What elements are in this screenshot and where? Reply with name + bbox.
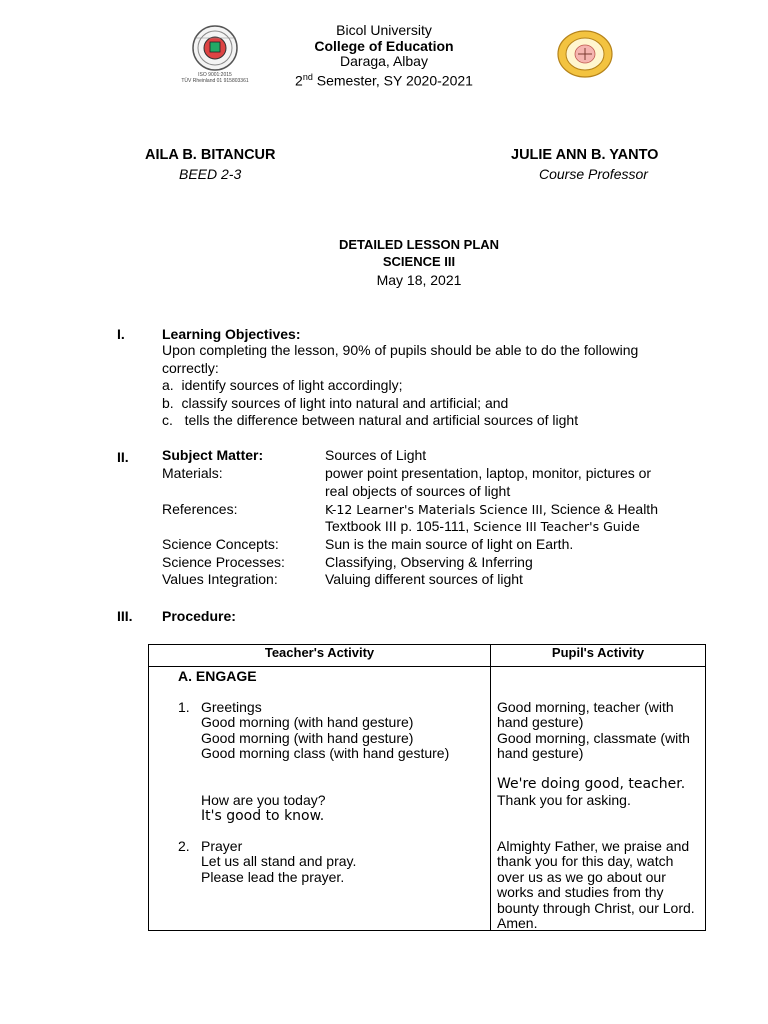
teacher-prayer-1: Let us all stand and pray. [201,853,357,869]
university-name: Bicol University [336,22,432,38]
references-value-cont: Textbook III p. 105-111, Science III Teacher's Guide [325,518,640,534]
pupil-cell [491,667,706,931]
objectives-intro-cont: correctly: [162,359,219,376]
teacher-prayer-2: Please lead the prayer. [201,869,345,885]
semester-line: 2nd Semester, SY 2020-2021 [295,71,473,89]
teacher-good-to-know: It's good to know. [201,808,325,824]
concepts-value: Sun is the main source of light on Earth. [325,536,574,552]
section-3-number: III. [117,608,133,624]
subject-topic: Sources of Light [325,447,427,463]
student-name: AILA B. BITANCUR [145,147,276,163]
student-section: BEED 2-3 [179,166,242,182]
references-label: References: [162,501,238,517]
school-location: Daraga, Albay [340,53,428,69]
college-of-education-seal [556,29,614,79]
values-label: Values Integration: [162,571,278,587]
college-name: College of Education [314,37,454,54]
processes-value: Classifying, Observing & Inferring [325,554,533,570]
teacher-how-are-you: How are you today? [201,792,326,808]
teacher-greeting-1: Good morning (with hand gesture) [201,714,414,730]
pupil-line: Good morning, teacher (with [497,699,674,715]
pupil-line: hand gesture) [497,745,584,761]
section-2-number: II. [117,449,129,465]
subject-matter-label: Subject Matter: [162,447,264,463]
procedure-table [148,644,706,931]
pupil-line: over us as we go about our [497,869,666,885]
pupil-line: Amen. [497,915,538,931]
prayer-number: 2. [178,838,190,854]
table-header-row [149,645,706,667]
teacher-greeting-3: Good morning class (with hand gesture) [201,745,450,761]
section-1-number: I. [117,326,125,342]
teacher-activity-header: Teacher's Activity [149,645,491,667]
pupil-line: Good morning, classmate (with [497,730,690,746]
materials-label: Materials: [162,465,223,481]
objectives-intro: Upon completing the lesson, 90% of pupils should be able to do the following [162,342,639,358]
references-value: K-12 Learner's Materials Science III, Science & Health [325,501,658,517]
processes-label: Science Processes: [162,554,285,570]
iso-caption: ISO 9001:2015 [198,72,232,78]
tuv-caption: TÜV Rheinland 01 915803361 [181,78,249,84]
table-row [149,667,706,931]
values-value: Valuing different sources of light [325,571,523,587]
objective-item: a. identify sources of light accordingly; [162,377,403,394]
pupil-line: Almighty Father, we praise and [497,838,690,854]
school-header [234,22,534,89]
materials-value-cont: real objects of sources of light [325,483,511,499]
materials-value: power point presentation, laptop, monitor, pictures or [325,465,652,481]
pupil-line: We're doing good, teacher. [497,776,686,792]
teacher-cell [149,667,491,931]
section-3-title: Procedure: [162,608,236,624]
objective-item: c. tells the difference between natural and artificial sources of light [162,412,579,429]
lesson-plan-title: DETAILED LESSON PLAN [338,237,500,252]
lesson-date: May 18, 2021 [376,272,462,288]
greetings-heading: Greetings [201,699,262,715]
pupil-activity-header: Pupil's Activity [491,645,706,667]
section-1-title: Learning Objectives: [162,326,301,342]
pupil-line: Thank you for asking. [497,792,631,808]
prayer-heading: Prayer [201,838,243,854]
engage-heading: A. ENGAGE [178,668,257,684]
professor-role: Course Professor [539,166,648,182]
teacher-greeting-2: Good morning (with hand gesture) [201,730,414,746]
objectives-block [162,342,638,430]
concepts-label: Science Concepts: [162,536,279,552]
pupil-line: hand gesture) [497,714,584,730]
pupil-line: thank you for this day, watch [497,853,674,869]
pupil-line: bounty through Christ, our Lord. [497,900,695,916]
subject-title: SCIENCE III [382,254,456,269]
greetings-number: 1. [178,699,190,715]
pupil-line: works and studies from thy [497,884,664,900]
professor-name: JULIE ANN B. YANTO [511,147,659,163]
objective-item: b. classify sources of light into natural and artificial; and [162,394,509,411]
